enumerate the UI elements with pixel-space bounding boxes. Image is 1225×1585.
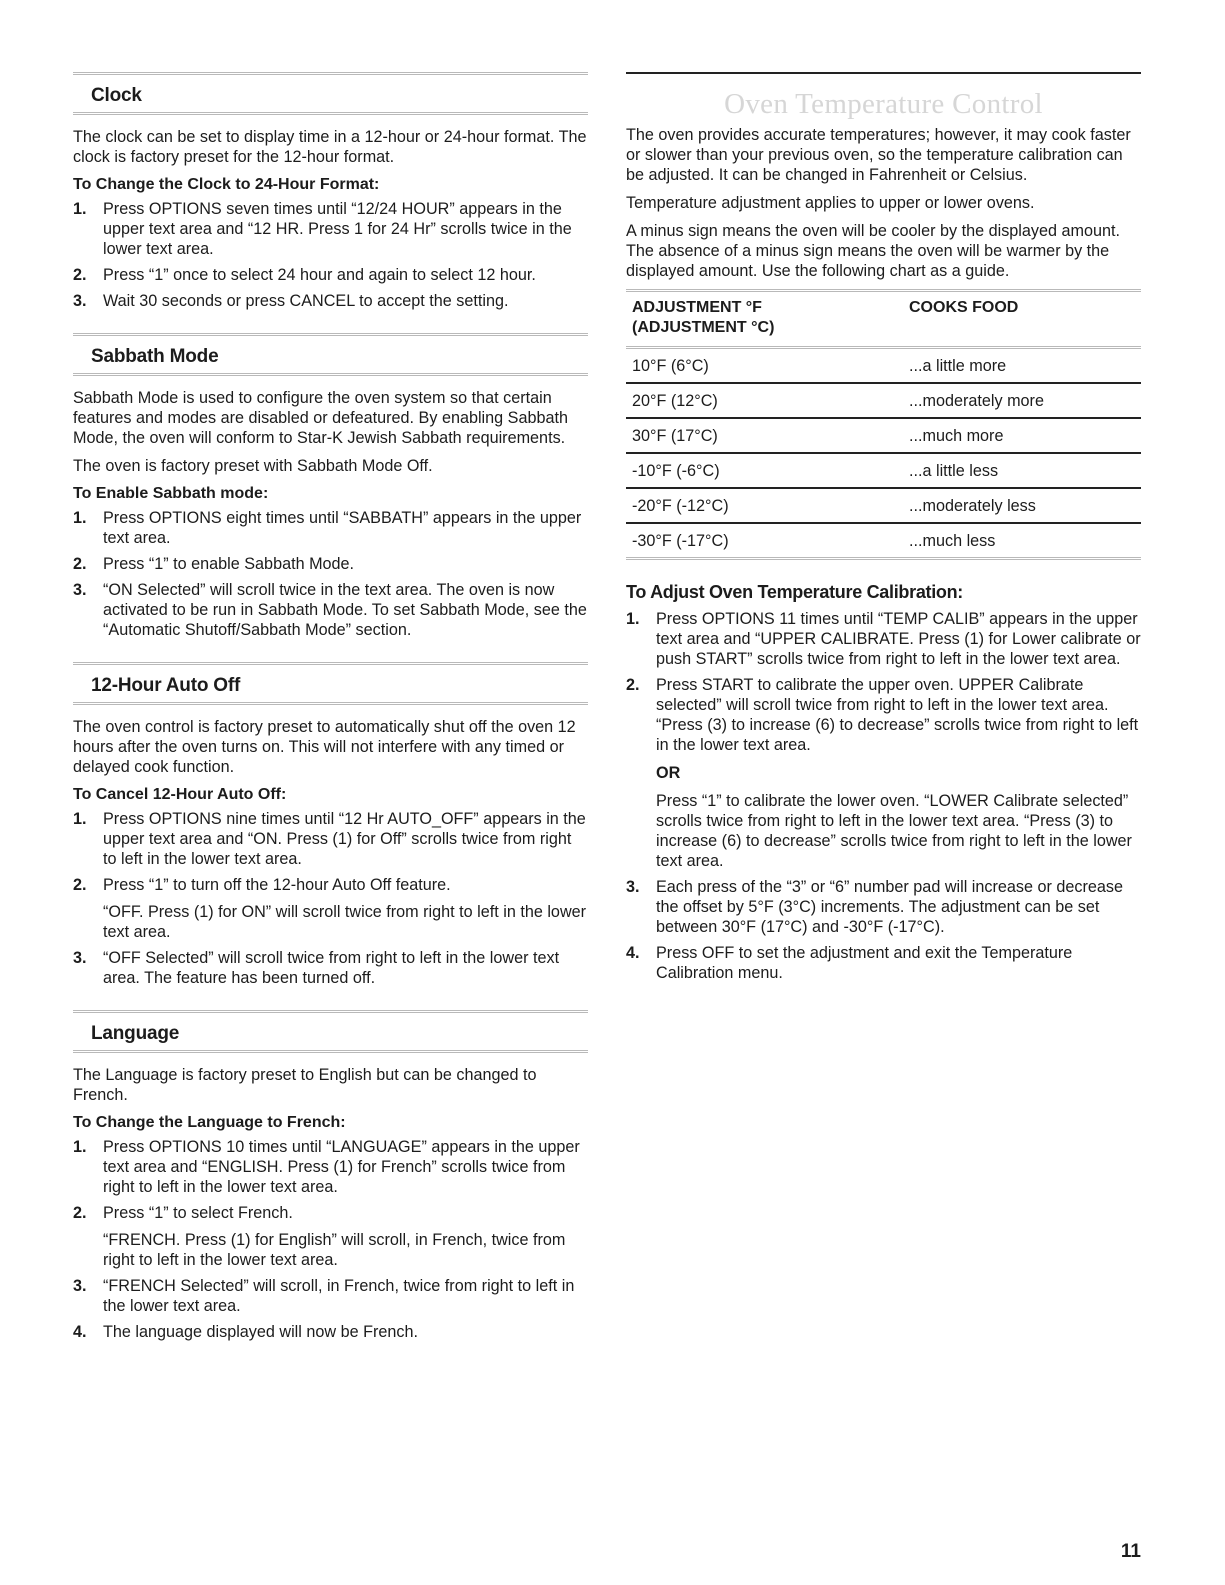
step-or: OR bbox=[656, 764, 681, 782]
table-row bbox=[626, 523, 1141, 559]
step-number: 1. bbox=[626, 610, 640, 628]
list-item bbox=[73, 199, 588, 259]
adjustment-f-header: ADJUSTMENT °F bbox=[632, 299, 762, 316]
step-text: Press “1” to turn off the 12-hour Auto Off feature. bbox=[103, 876, 451, 894]
step-text: Press OPTIONS seven times until “12/24 HOUR” appears in the upper text area and “12 HR. Press 1 for 24 Hr” scrolls twice in the lower text area. bbox=[103, 200, 572, 258]
list-item bbox=[626, 943, 1141, 983]
step-number: 1. bbox=[73, 509, 87, 527]
step-text: Each press of the “3” or “6” number pad will increase or decrease the offset by 5°F (3°C) increments. The adjustment can be set between 30°F (17°C) and -30°F (-17°C). bbox=[656, 878, 1123, 936]
step-text: Press OPTIONS nine times until “12 Hr AUTO_OFF” appears in the upper text area and “ON. Press (1) for Off” scrolls twice from right to left in the lower text area. bbox=[103, 810, 586, 868]
sabbath-intro: Sabbath Mode is used to configure the oven system so that certain features and modes are disabled or defeatured. By enabling Sabbath Mode, the oven will conform to Star-K Jewish Sabbath requirements. bbox=[73, 389, 568, 447]
cooks-food-cell: ...a little more bbox=[903, 348, 1141, 384]
table-body bbox=[626, 348, 1141, 559]
adjustment-cell: 20°F (12°C) bbox=[626, 383, 903, 418]
step-number: 2. bbox=[73, 876, 87, 894]
list-item bbox=[73, 875, 588, 942]
table-row bbox=[626, 488, 1141, 523]
sabbath-steps bbox=[73, 508, 588, 640]
list-item bbox=[73, 508, 588, 548]
list-item bbox=[73, 580, 588, 640]
table-row bbox=[626, 453, 1141, 488]
adjustment-cell: 30°F (17°C) bbox=[626, 418, 903, 453]
step-text: Press OPTIONS eight times until “SABBATH” appears in the upper text area. bbox=[103, 509, 582, 547]
step-number: 3. bbox=[73, 1277, 87, 1295]
adjustment-header bbox=[626, 291, 903, 348]
step-text: “OFF Selected” will scroll twice from right to left in the lower text area. The feature has been turned off. bbox=[103, 949, 560, 987]
step-number: 4. bbox=[626, 944, 640, 962]
oven-temperature-title: Oven Temperature Control bbox=[724, 88, 1043, 120]
adjustment-cell: -10°F (-6°C) bbox=[626, 453, 903, 488]
step-number: 2. bbox=[73, 555, 87, 573]
step-text: Press START to calibrate the upper oven. UPPER Calibrate selected” will scroll twice from right to left in the lower text area. “Press (3) to increase (6) to decrease” scrolls twice from right to left in the lower text area. bbox=[656, 676, 1139, 754]
cooks-food-cell: ...much more bbox=[903, 418, 1141, 453]
step-text: Press OPTIONS 11 times until “TEMP CALIB” appears in the upper text area and “UPPER CALIBRATE. Press (1) for Lower calibrate or push START” scrolls twice from right to left in the lower text area. bbox=[656, 610, 1141, 668]
clock-subheading: To Change the Clock to 24-Hour Format: bbox=[73, 176, 380, 193]
auto-off-intro: The oven control is factory preset to automatically shut off the oven 12 hours after the oven turns on. This will not interfere with any timed or delayed cook function. bbox=[73, 718, 576, 776]
section-rule bbox=[626, 72, 1141, 74]
adjustment-cell: -20°F (-12°C) bbox=[626, 488, 903, 523]
oven-intro: The oven provides accurate temperatures; however, it may cook faster or slower than your previous oven, so the temperature calibration can be adjusted. It can be changed in Fahrenheit or Celsius. bbox=[626, 126, 1131, 184]
step-number: 2. bbox=[626, 676, 640, 694]
cooks-food-header: COOKS FOOD bbox=[903, 291, 1141, 348]
step-number: 1. bbox=[73, 200, 87, 218]
step-number: 4. bbox=[73, 1323, 87, 1341]
table-row bbox=[626, 383, 1141, 418]
list-item bbox=[73, 554, 588, 574]
step-number: 3. bbox=[73, 581, 87, 599]
adjustment-cell: 10°F (6°C) bbox=[626, 348, 903, 384]
calibration-steps bbox=[626, 609, 1141, 983]
table-row bbox=[626, 348, 1141, 384]
list-item bbox=[626, 609, 1141, 669]
step-number: 2. bbox=[73, 1204, 87, 1222]
calibration-subheading: To Adjust Oven Temperature Calibration: bbox=[626, 582, 964, 602]
step-number: 2. bbox=[73, 266, 87, 284]
step-text: Press OPTIONS 10 times until “LANGUAGE” appears in the upper text area and “ENGLISH. Press (1) for French” scrolls twice from right to left in the lower text area. bbox=[103, 1138, 580, 1196]
step-extra-text: “OFF. Press (1) for ON” will scroll twice from right to left in the lower text area. bbox=[103, 903, 587, 941]
step-number: 1. bbox=[73, 1138, 87, 1156]
clock-steps bbox=[73, 199, 588, 311]
list-item bbox=[626, 877, 1141, 937]
step-text: Press “1” to enable Sabbath Mode. bbox=[103, 555, 355, 573]
list-item bbox=[73, 809, 588, 869]
adjustment-cell: -30°F (-17°C) bbox=[626, 523, 903, 559]
step-extra-text: Press “1” to calibrate the lower oven. “LOWER Calibrate selected” scrolls twice from right to left in the lower text area. “Press (3) to increase (6) to decrease” scrolls twice from right to left in the lower text area. bbox=[656, 792, 1132, 870]
oven-minus-note: A minus sign means the oven will be cooler by the displayed amount. The absence of a minus sign means the oven will be warmer by the displayed amount. Use the following chart as a guide. bbox=[626, 222, 1120, 280]
language-intro: The Language is factory preset to English but can be changed to French. bbox=[73, 1066, 537, 1104]
step-extra-text: “FRENCH. Press (1) for English” will scroll, in French, twice from right to left in the lower text area. bbox=[103, 1231, 566, 1269]
sabbath-subheading: To Enable Sabbath mode: bbox=[73, 485, 269, 502]
list-item bbox=[73, 291, 588, 311]
language-steps bbox=[73, 1137, 588, 1342]
list-item bbox=[73, 265, 588, 285]
sabbath-heading: Sabbath Mode bbox=[73, 333, 588, 376]
step-number: 3. bbox=[73, 292, 87, 310]
list-item bbox=[626, 675, 1141, 871]
clock-intro: The clock can be set to display time in a 12-hour or 24-hour format. The clock is factory preset for the 12-hour format. bbox=[73, 128, 587, 166]
sabbath-default: The oven is factory preset with Sabbath Mode Off. bbox=[73, 457, 433, 475]
list-item bbox=[73, 1276, 588, 1316]
step-number: 3. bbox=[626, 878, 640, 896]
adjustment-c-header: (ADJUSTMENT °C) bbox=[632, 319, 775, 336]
auto-off-steps bbox=[73, 809, 588, 988]
language-subheading: To Change the Language to French: bbox=[73, 1114, 346, 1131]
table-row bbox=[626, 418, 1141, 453]
step-text: “FRENCH Selected” will scroll, in French, twice from right to left in the lower text area. bbox=[103, 1277, 575, 1315]
step-text: The language displayed will now be French. bbox=[103, 1323, 418, 1341]
cooks-food-cell: ...moderately more bbox=[903, 383, 1141, 418]
step-number: 1. bbox=[73, 810, 87, 828]
clock-heading: Clock bbox=[73, 72, 588, 115]
auto-off-subheading: To Cancel 12-Hour Auto Off: bbox=[73, 786, 287, 803]
cooks-food-cell: ...much less bbox=[903, 523, 1141, 559]
table-header-row bbox=[626, 291, 1141, 348]
list-item bbox=[73, 948, 588, 988]
page-number: 11 bbox=[1120, 1541, 1141, 1562]
right-column bbox=[626, 60, 1141, 1005]
list-item bbox=[73, 1322, 588, 1342]
auto-off-heading: 12-Hour Auto Off bbox=[73, 662, 588, 705]
step-text: Press “1” to select French. bbox=[103, 1204, 293, 1222]
language-heading: Language bbox=[73, 1010, 588, 1053]
cooks-food-cell: ...moderately less bbox=[903, 488, 1141, 523]
step-text: “ON Selected” will scroll twice in the text area. The oven is now activated to be run in Sabbath Mode. To set Sabbath Mode, see the “Automatic Shutoff/Sabbath Mode” section. bbox=[103, 581, 587, 639]
step-number: 3. bbox=[73, 949, 87, 967]
list-item bbox=[73, 1137, 588, 1197]
step-text: Press OFF to set the adjustment and exit the Temperature Calibration menu. bbox=[656, 944, 1073, 982]
cooks-food-cell: ...a little less bbox=[903, 453, 1141, 488]
step-text: Wait 30 seconds or press CANCEL to accept the setting. bbox=[103, 292, 509, 310]
list-item bbox=[73, 1203, 588, 1270]
oven-applies: Temperature adjustment applies to upper or lower ovens. bbox=[626, 194, 1035, 212]
left-column bbox=[73, 60, 588, 1364]
adjustment-table bbox=[626, 289, 1141, 560]
step-text: Press “1” once to select 24 hour and again to select 12 hour. bbox=[103, 266, 536, 284]
